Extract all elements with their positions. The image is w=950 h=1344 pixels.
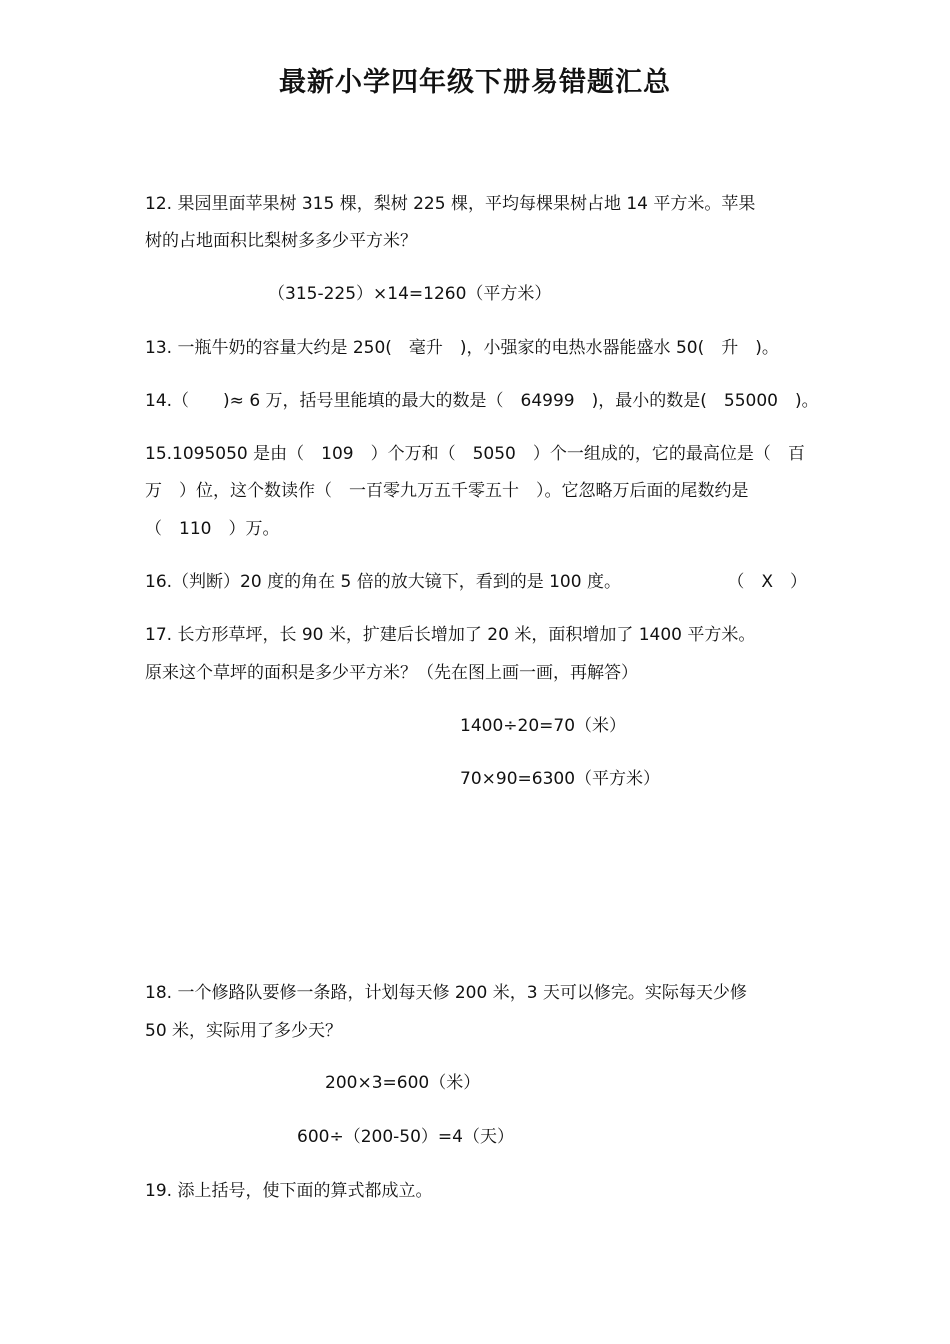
- q18-answer-2: 600÷（200-50）=4（天）: [297, 1127, 514, 1147]
- q18-line-2: 50 米，实际用了多少天？: [145, 1021, 343, 1041]
- q15-line-1: 15.1095050 是由（ 109 ）个万和（ 5050 ）个一组成的，它的最高位是（ 百: [145, 444, 805, 464]
- q17-line-1: 17. 长方形草坪，长 90 米，扩建后长增加了 20 米，面积增加了 1400 平方米。: [145, 625, 756, 645]
- q18-line-1: 18. 一个修路队要修一条路，计划每天修 200 米，3 天可以修完。实际每天少修: [145, 983, 747, 1003]
- document-title: 最新小学四年级下册易错题汇总: [279, 67, 671, 98]
- q15-line-3: （ 110 ）万。: [145, 519, 280, 539]
- q17-line-2: 原来这个草坪的面积是多少平方米？（先在图上画一画，再解答）: [145, 663, 638, 683]
- q12-line-2: 树的占地面积比梨树多多少平方米？: [145, 231, 417, 251]
- q13-line-1: 13. 一瓶牛奶的容量大约是 250( 毫升 )，小强家的电热水器能盛水 50( 升 )。: [145, 338, 779, 358]
- q17-answer-1: 1400÷20=70（米）: [460, 716, 627, 736]
- q17-answer-2: 70×90=6300（平方米）: [460, 769, 661, 789]
- q12-line-1: 12. 果园里面苹果树 315 棵，梨树 225 棵，平均每棵果树占地 14 平方米。苹果: [145, 194, 756, 214]
- q19-line-1: 19. 添上括号，使下面的算式都成立。: [145, 1181, 433, 1201]
- q16-text: 16.（判断）20 度的角在 5 倍的放大镜下，看到的是 100 度。: [145, 572, 621, 592]
- q12-answer: （315-225）×14=1260（平方米）: [268, 284, 552, 304]
- q15-line-2: 万 ）位，这个数读作（ 一百零九万五千零五十 ）。它忽略万后面的尾数约是: [145, 481, 749, 501]
- q16-row: [145, 570, 807, 594]
- q18-answer-1: 200×3=600（米）: [325, 1073, 481, 1093]
- q16-answer: （ X ）: [727, 572, 807, 592]
- q14-line-1: 14.（ )≈ 6 万，括号里能填的最大的数是（ 64999 )，最小的数是( 55000 )。: [145, 391, 819, 411]
